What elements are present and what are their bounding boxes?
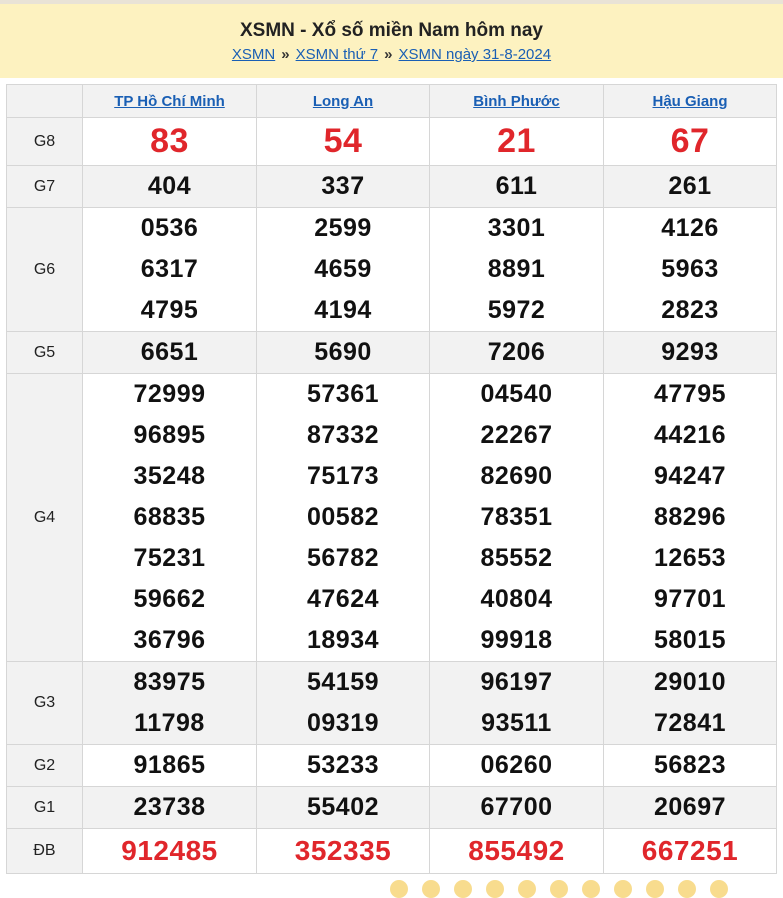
prize-cell: [430, 208, 604, 332]
prize-row-db: [7, 829, 777, 874]
deco-dot: [550, 880, 568, 898]
prize-number: 22267: [480, 421, 553, 449]
prize-row-g2: [7, 745, 777, 787]
prize-row-g4: [7, 374, 777, 662]
province-link-hcm[interactable]: TP Hồ Chí Minh: [114, 92, 225, 110]
deco-dot: [422, 880, 440, 898]
prize-number: 94247: [653, 462, 727, 490]
prize-number: 4126: [661, 214, 719, 242]
prize-number: 97701: [653, 585, 727, 613]
prize-number: 47624: [306, 585, 380, 613]
prize-cell: [257, 208, 430, 332]
prize-number: 54159: [306, 668, 380, 696]
prize-cell: [83, 118, 257, 166]
prize-label: G7: [7, 166, 83, 208]
prize-cell: [604, 787, 777, 829]
prize-number: 20697: [653, 793, 727, 821]
prize-label: G2: [7, 745, 83, 787]
prize-row-g6: [7, 208, 777, 332]
prize-number: 4659: [314, 255, 372, 283]
deco-dot: [678, 880, 696, 898]
prize-number: 59662: [133, 585, 206, 613]
prize-cell: [83, 787, 257, 829]
province-header-row: [7, 85, 777, 118]
prize-cell: [604, 829, 777, 874]
deco-dot: [710, 880, 728, 898]
prize-number: 75231: [133, 544, 206, 572]
prize-number: 261: [668, 172, 712, 200]
prize-number: 58015: [653, 626, 727, 654]
prize-cell: [257, 118, 430, 166]
prize-number: 29010: [653, 668, 727, 696]
province-link-long-an[interactable]: Long An: [312, 92, 374, 110]
prize-cell: [257, 332, 430, 374]
prize-number: 56823: [653, 751, 727, 779]
prize-cell: [83, 745, 257, 787]
breadcrumb: [0, 46, 783, 63]
results-table: [6, 84, 777, 874]
prize-cell: [83, 662, 257, 745]
breadcrumb-xsmn[interactable]: XSMN: [231, 46, 276, 63]
prize-number: 72841: [653, 709, 727, 737]
prize-label: G6: [7, 208, 83, 332]
prize-number: 11798: [134, 709, 205, 737]
prize-number: 83: [150, 122, 189, 160]
prize-row-g7: [7, 166, 777, 208]
prize-number: 18934: [306, 626, 380, 654]
prize-number: 36796: [133, 626, 206, 654]
prize-number: 47795: [653, 380, 727, 408]
prize-cell: [604, 374, 777, 662]
prize-number: 00582: [306, 503, 380, 531]
province-header: [83, 85, 257, 118]
prize-cell: [604, 118, 777, 166]
breadcrumb-separator: »: [384, 46, 393, 63]
prize-cell: [257, 662, 430, 745]
prize-cell: [257, 374, 430, 662]
prize-cell: [83, 166, 257, 208]
prize-number: 57361: [306, 380, 380, 408]
prize-number: 56782: [306, 544, 380, 572]
prize-cell: [257, 787, 430, 829]
prize-cell: [430, 829, 604, 874]
prize-number: 67: [670, 122, 710, 160]
prize-number: 2823: [661, 296, 719, 324]
prize-number: 88296: [653, 503, 727, 531]
prize-cell: [257, 829, 430, 874]
prize-cell: [430, 374, 604, 662]
prize-cell: [604, 332, 777, 374]
prize-number: 7206: [487, 338, 546, 366]
prize-number: 4795: [140, 296, 199, 324]
breadcrumb-xsmn-date[interactable]: XSMN ngày 31-8-2024: [398, 46, 552, 63]
province-header: [430, 85, 604, 118]
prize-cell: [83, 332, 257, 374]
prize-number: 0536: [140, 214, 199, 242]
prize-cell: [604, 662, 777, 745]
prize-cell: [604, 745, 777, 787]
prize-number: 04540: [480, 380, 553, 408]
province-link-hau-giang[interactable]: Hậu Giang: [652, 92, 728, 110]
province-link-binh-phuoc[interactable]: Bình Phước: [473, 92, 560, 110]
bottom-decoration: [390, 880, 783, 887]
prize-cell: [83, 374, 257, 662]
prize-number: 91865: [133, 751, 206, 779]
prize-cell: [430, 118, 604, 166]
prize-number: 23738: [133, 793, 206, 821]
prize-number: 53233: [306, 751, 380, 779]
deco-dot: [518, 880, 536, 898]
deco-dot: [486, 880, 504, 898]
prize-number: 67700: [480, 793, 553, 821]
prize-number: 8891: [487, 255, 546, 283]
prize-number: 337: [321, 172, 365, 200]
prize-number: 4194: [314, 296, 372, 324]
prize-label: G1: [7, 787, 83, 829]
deco-dot: [646, 880, 664, 898]
prize-label: G5: [7, 332, 83, 374]
prize-cell: [430, 745, 604, 787]
prize-number: 54: [323, 122, 363, 160]
prize-number: 87332: [306, 421, 380, 449]
prize-number: 5972: [487, 296, 546, 324]
prize-number: 83975: [133, 668, 206, 696]
prize-number: 06260: [480, 751, 553, 779]
prize-number: 5963: [661, 255, 719, 283]
prize-cell: [430, 332, 604, 374]
prize-number: 82690: [480, 462, 553, 490]
prize-number: 55402: [306, 793, 380, 821]
prize-number: 68835: [133, 503, 206, 531]
breadcrumb-xsmn-thu-7[interactable]: XSMN thứ 7: [295, 46, 379, 63]
prize-number: 96895: [133, 421, 206, 449]
special-prize-number: 667251: [641, 835, 739, 866]
prize-number: 3301: [487, 214, 546, 242]
prize-number: 09319: [306, 709, 380, 737]
prize-number: 72999: [133, 380, 206, 408]
province-header: [604, 85, 777, 118]
prize-cell: [430, 166, 604, 208]
deco-dot: [614, 880, 632, 898]
prize-number: 6651: [140, 338, 199, 366]
special-prize-number: 352335: [294, 835, 392, 866]
prize-number: 35248: [133, 462, 206, 490]
prize-number: 78351: [480, 503, 553, 531]
prize-number: 9293: [661, 338, 719, 366]
prize-row-g3: [7, 662, 777, 745]
prize-number: 99918: [480, 626, 553, 654]
page-header: [0, 0, 783, 78]
prize-number: 5690: [314, 338, 372, 366]
breadcrumb-separator: »: [281, 46, 290, 63]
special-prize-number: 855492: [468, 835, 565, 866]
prize-cell: [83, 208, 257, 332]
deco-dot: [390, 880, 408, 898]
prize-number: 96197: [480, 668, 553, 696]
deco-dot: [582, 880, 600, 898]
prize-cell: [257, 166, 430, 208]
prize-cell: [430, 662, 604, 745]
prize-number: 85552: [480, 544, 553, 572]
prize-number: 12653: [653, 544, 727, 572]
prize-number: 21: [497, 122, 536, 160]
prize-cell: [604, 208, 777, 332]
province-header: [257, 85, 430, 118]
prize-number: 93511: [481, 709, 552, 737]
prize-number: 6317: [140, 255, 199, 283]
special-prize-number: 912485: [121, 835, 218, 866]
prize-number: 75173: [306, 462, 380, 490]
prize-number: 404: [147, 172, 192, 200]
prize-cell: [430, 787, 604, 829]
prize-label: G3: [7, 662, 83, 745]
prize-number: 44216: [653, 421, 727, 449]
prize-row-g8: [7, 118, 777, 166]
prize-label: G4: [7, 374, 83, 662]
prize-label: ĐB: [7, 829, 83, 874]
prize-label: G8: [7, 118, 83, 166]
prize-number: 2599: [314, 214, 372, 242]
prize-number: 40804: [480, 585, 553, 613]
prize-row-g5: [7, 332, 777, 374]
prize-cell: [257, 745, 430, 787]
prize-row-g1: [7, 787, 777, 829]
header-corner: [7, 85, 83, 118]
prize-number: 611: [495, 172, 538, 200]
page-title: XSMN - Xổ số miền Nam hôm nay: [240, 20, 543, 41]
deco-dot: [454, 880, 472, 898]
prize-cell: [83, 829, 257, 874]
prize-cell: [604, 166, 777, 208]
